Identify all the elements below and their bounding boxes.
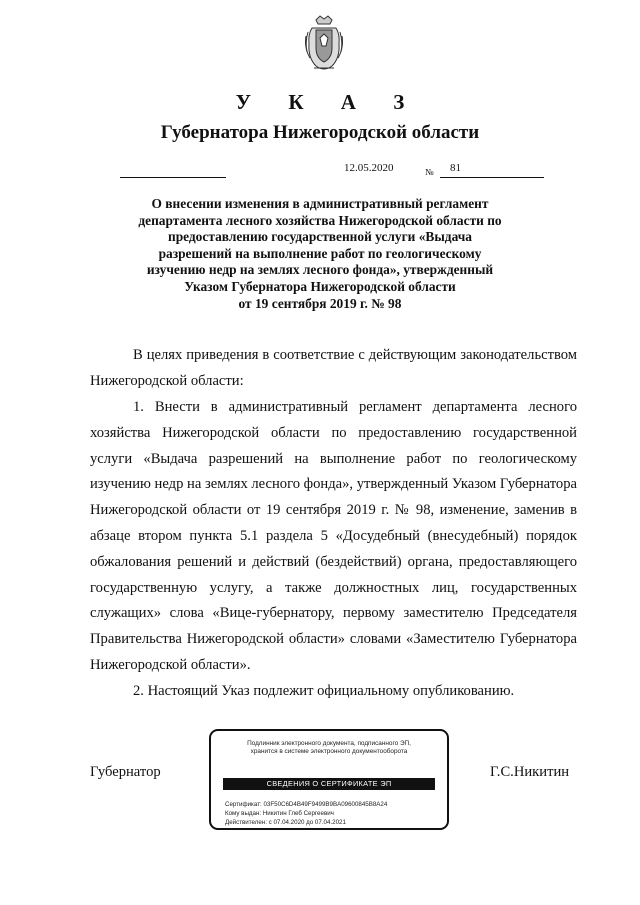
item-1-paragraph: 1. Внести в административный регламент департамента лесного хозяйства Нижегородской области по предоставлению государственной услуги «Выдача разрешений на выполнение работ по геологическому изучению недр на землях лесного фонда», утвержденный Указом Губернатора Нижегородской области от 19 сентября 2019 г. № 98, изменение, заменив в абзаце втором пункта 5.1 раздела 5 «Досудебный (внесудебный) порядок обжалования решений и действий (бездействий) органа, предоставляющего государственную услугу, а также должностных лиц, государственных служащих» слова «Вице-губернатору, первому заместителю Председателя Правительства Нижегородской области» словами «Заместителю Губернатора Нижегородской области».	[90, 399, 577, 673]
stamp-header: СВЕДЕНИЯ О СЕРТИФИКАТЕ ЭП	[223, 778, 435, 790]
subject-line: департамента лесного хозяйства Нижегородской области по	[138, 212, 502, 228]
stamp-note	[211, 740, 447, 756]
item-2-paragraph: 2. Настоящий Указ подлежит официальному опубликованию.	[133, 683, 515, 699]
signer-name: Г.С.Никитин	[490, 764, 570, 780]
stamp-owner: Кому выдан: Никитин Глеб Сергеевич	[225, 810, 334, 817]
stamp-note-line: Подлинник электронного документа, подписанного ЭП,	[247, 740, 411, 747]
subject-line: от 19 сентября 2019 г. № 98	[238, 295, 402, 311]
date-field-line	[120, 177, 226, 178]
subject-line: разрешений на выполнение работ по геологическому	[158, 245, 482, 261]
document-number: 81	[450, 162, 461, 174]
electronic-signature-stamp	[209, 729, 449, 830]
document-date: 12.05.2020	[344, 162, 394, 174]
coat-of-arms-emblem	[302, 14, 346, 74]
issuer-title: Губернатора Нижегородской области	[160, 122, 480, 143]
stamp-validity: Действителен: с 07.04.2020 до 07.04.2021	[225, 819, 346, 826]
document-type: У К А З	[235, 90, 421, 114]
subject-line: О внесении изменения в административный регламент	[151, 196, 489, 211]
subject-line: изучению недр на землях лесного фонда», утвержденный	[146, 262, 494, 278]
number-sign: №	[425, 167, 434, 177]
document-subject	[90, 196, 550, 312]
stamp-note-line: хранится в системе электронного документооборота	[250, 748, 408, 755]
subject-line: Указом Губернатора Нижегородской области	[184, 278, 456, 294]
subject-line: предоставлению государственной услуги «Выдача	[167, 229, 472, 245]
preamble-paragraph: В целях приведения в соответствие с действующим законодательством Нижегородской области:	[90, 347, 577, 389]
signer-title: Губернатор	[90, 764, 161, 780]
number-field-line	[440, 177, 544, 178]
stamp-certificate: Сертификат: 03F50C6D4B49F9499B9BA09600845B8A24	[225, 801, 388, 808]
